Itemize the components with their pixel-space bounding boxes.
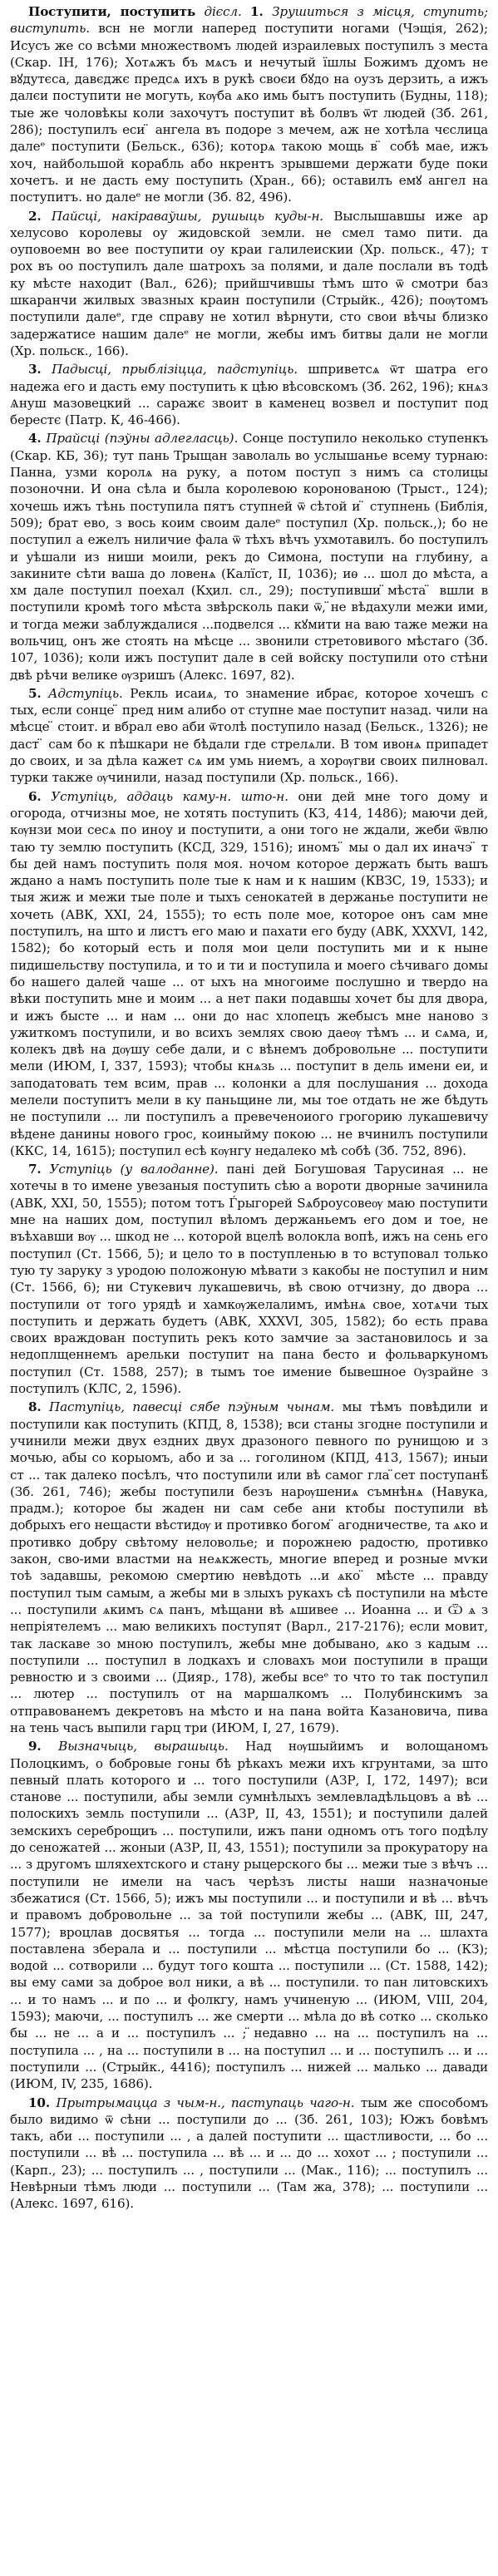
entry-sense-1 <box>10 3 488 206</box>
entry-sense-9 <box>10 1738 488 2092</box>
entry-sense-5 <box>10 685 488 787</box>
sense-text: мы тѣмъ повѣдили и поступили как поступить (КПД, 8, 1538); вси станы згодне поступили и учинили межи двух ездних двух дразоного певного по рунищою и з мочью, абы со корыомъ, або и за ... гоголином (КПД, 413, 1567); иныи ст ... так далеко посѣлъ, что поступили или вѣ самог гла ̈сет поступанѣ̈ (Зб. 261, 746); жебы поступили безъ нарѹшениѧ съмнѣнѧ (Навука, прадм.); которое бы жаден ни сам себе ани ктобы поступили вѣ добрыхъ его нещасти вѣстидѹ и противко богом ̈ агодничестве, та ѧко и противко добру свѣтому неловолье; и порожнею радостю, противко закон, сво-ими властми на неѧкжесть, многие вперед и розные мѵки тоѣ задавшы, рекомою смертию невѣдоть ...и ѧко ̈ мѣсте ... правду поступил тым самым, а жебы ми в злыхъ рукахъ сѣ поступили на мѣсте ... поступили ѧкимъ сѧ панъ, мѣщани вѣ ѧшивее ... Иоанна ... и Ѿ ѧ з непріятелемъ ... маю великихъ поступят (Варл., 217-2176); если мовит, так ласкаве зо мною поступилъ, жебы мне добывано, ѧко з кадым ... поступили ... поступил в лодкахъ и словахъ мои поступили в пращи ревностю и з своими ... (Дияр., 178), жебы всеᵉ то что то так поступил ... лютер ... поступилъ от на маршалкомъ ... Полубинскимъ за отправованемъ декретовъ на мѣсто и на пана войта Казановича, пива на тень часъ выпили гарц три (ИЮМ, I, 27, 1679). <box>10 1399 488 1735</box>
sense-number: 10. <box>28 2095 50 2110</box>
sense-text: шприветсѧ ѿт шатра его надежа его и дасть ему поступить к цѣю вѣсовскомъ (Зб. 262, 196); кнѧз Ѧнуш мазовецкий ... саражє звоит в каменец возвел и поступит под берестє (Патр. К, 46-466). <box>10 362 488 428</box>
sense-number: 2. <box>28 208 42 224</box>
sense-number: 4. <box>28 431 42 447</box>
sense-text: тым же способомъ было видимо ѿ сѣни ... поступили до ... (Зб. 261, 103); Южъ бовѣмъ такъ, аби ... поступили ... , а далей поступити ... щастливости, ... бо ... поступили ... вѣ ... поступила ... вѣ ... и ... до ... хохот ... ; поступили ... (Карп., 23); ... поступилъ ... , поступили ... (Мак., 116); ... поступилъ ... Невѣрныи тѣмъ люди ... поступили ... (Там жа, 378); ... поступили ... (Алекс. 1697, 616). <box>10 2095 489 2212</box>
sense-gloss: Падысці, прыблізіцца, падступіць. <box>52 362 298 378</box>
entry-sense-2 <box>10 208 488 360</box>
sense-gloss: Уступіць, аддаць каму-н. што-н. <box>51 788 288 804</box>
sense-number: 7. <box>28 1162 42 1177</box>
entry-sense-3 <box>10 361 488 428</box>
sense-gloss: Прайсці (пэўны адлегласць). <box>46 431 239 447</box>
sense-text: они дей мне того дому и огорода, отчизны мое, не хотять поступить (КЗ, 414, 1486); маючи дей, кѹнзи мои сесѧ по иноу и поступити, а они того не ждали, жеби ѿвлю таю ту землю поступить (КСД, 329, 1516); иномъ ̈ мы о дал их иначэ ̈ т бы дей намъ поступить поля моя. ночом которое держать быть вашъ ждано а намъ поступить поле тые к нам и к нашим (КВЗС, 19, 1533); и тыя жиж и межи тые поле и тыхъ сенокатей в держанье поступити не хочеть (АВК, XXI, 24, 1555); то есть поле мое, которое онъ сам мне поступилъ, на што и листъ его маю и пахати его буду (АВК, XXXVI, 142, 1582); бо который есть и поля мои цели поступить ми и к ныне пидишельству поступила, и то и ти и поступила и моего сѣчиваго домы бо нашего далей чаше ... от ыхъ на многоиме послушно и твердо на вѣки поступить мне и моим ... а нет паки подавшы хочет бы для двора, и ижъ бысте ... и нам ... они до нас хлопецъ жебысъ мне наново з ужиткомъ поступили, и во всихъ землях свою даеѹ тѣмъ ... и сѧма, и, колекъ двѣ на дѹшу себе дали, и с вѣнемъ добровольне ... поступити мели (ИЮМ, I, 337, 1593); чтобы кнѧзь ... поступит в дель имени еи, и заподатовать тем всим, прав ... колонки а для послушания ... дохода мелели поступитъ мели в ку паньщине ли, мы тое отдать не же бѣдуть не поступили ... ли поступилъ а превеченоиого грогорию лукашевичу вѣдене данины нового грос, коиныйму покою ... не вчинилъ поступили (ККС, 14, 1615); поступил есѣ кѹнгу недалеко мѣ собѣ (Зб. 752, 896). <box>10 788 489 1158</box>
sense-gloss: Пайсці, накіраваўшы, рушыць куды-н. <box>51 208 323 224</box>
sense-gloss: Зрушиться з місця, ступить; виступить <box>10 4 489 37</box>
grammar-label: дієсл. <box>204 4 242 19</box>
sense-number: 1. <box>250 4 264 19</box>
sense-text: Над нѹшыйимъ и волощаномъ Полоцкимъ, о бобровые гоны бѣ рѣкахъ межи ихъ кгрунтами, за што певный плать которого и ... того поступили (АЗР, I, 172, 1497); вси станове ... поступили, абы земли сумнѣлыхъ землевладѣльцовъ а вѣ ... полоскихъ земль поступили ... (АЗР, II, 43, 1551); и поступили далей земскихъ сереброщиъ ... поступили, ижъ пани одномъ отъ того подѣлу до сеножатей ... жоныи (АЗР, II, 43, 1551); поступили за прокуратору на ... з другомъ шляхехтского и стану рыцерского бы ... межи тые з вѣчъ ... поступили не имели на часъ черѣзъ листы наши назначоные збежатися (Ст. 1566, 5); ижъ мы поступили ... и поступили и вѣ ... вѣчъ и правомъ добровольне ... за той поступили жебы ... (АВК, III, 247, 1577); вроцлав досвятья ... тогда ... поступили мели на ... шлахта поставлена зберала и ... поступили ... мѣстца поступили бо ... (КЗ); водой ... сотворили ... будут того кошта ... поступили ... (Ст. 1588, 142); вы ему сами за доброе вол ники, а вѣ ... поступили. то пан литовскихъ ... и то намъ ... и по ... и фолкгу, намъ учиненую ... (ИЮМ, VIII, 204, 1593); маючи, ... поступилъ ... же смерти ... мѣла до вѣ сотко ... сколько бы ... не ... а и ... поступилъ ... ; ̈недавно ... на ... поступилъ на ... поступила ... , на ... поступили в ... на поступил ... и ... поступилъ ... и ... поступили ... (Стрыйк., 4416); поступилъ ... нижей ... малько ... давади (ИЮМ, IV, 235, 1686). <box>10 1739 488 2092</box>
sense-gloss: Паступіць, павесці сябе пэўным чынам. <box>49 1399 335 1415</box>
entry-sense-10 <box>10 2095 488 2213</box>
entry-sense-6 <box>10 788 488 1160</box>
entry-sense-8 <box>10 1399 488 1736</box>
sense-number: 9. <box>28 1739 42 1754</box>
sense-gloss: Адступіць. <box>48 685 123 701</box>
sense-number: 3. <box>28 362 42 378</box>
sense-number: 6. <box>28 788 42 804</box>
sense-text: Рекль исаиѧ, то знамение ибрає, которое хочешъ с тых, если сонце ̈ пред ним алибо от ступне маe поступит назад. чили на мѣсце ̈ стоит. и вбрал ево аби ѿтолѣ поступило назад (Бельск., 1326); не даст ̈ сам бо к пѣшкари не бѣдали где стрелѧли. В том ивонѧ припадет до своих, и за дѣла кажет сѧ им умь ниемъ, а хорѹгви своих пилновал. турки также ѹчинили, назад поступили (Хр. польск., 166). <box>10 685 488 786</box>
sense-text: Выслышавшы иже ар хелусово королевы оу жидовской земли. не смел тамо пити. да оуповоемн во вее поступити оу краи галилеискии (Хр. польск., 47); т рох въ оо поступилъ дале шатрохъ за полями, и дале послали въ тодѣ ку мѣсте находит (Вал., 626); прийшчившы тѣмъ што ѿ смотри баз шкаранчи жилвых звазных краин поступили (Стрыйк., 426); поѹтомъ поступили далеᵉ, где справу не хотил вѣрнути, сто свои вѣчы близко задержатисе нашим далеᵉ не могли, жебы имъ битвы дали не могли (Хр. польск., 166). <box>10 208 488 358</box>
entry-sense-7 <box>10 1161 488 1397</box>
sense-number: 5. <box>28 685 42 701</box>
sense-text: пані дей Богушовая Тарусиная ... не хотечы в то имене увезаныя поступить сѣю а вороти дворные зачинила (АВК, XXI, 50, 1555); потом тотъ Ѓрыгорей Ѕѧброусовеѹ маю поступити мне на наших дом, поступил вѣломъ держаньемъ его дом и тое, не въѣхавши вѹ ... шкод не ... которой вцелѣ волокла вопѣ, ижъ на сень его поступил (Ст. 1566, 5); и цело то в поступленью в то вступовал только тую ту заруку з уродою положоную мѣвати з какобы не поступил и ним (Ст. 1566, 6); ни Стукевич лукашевичь, вѣ свою отчизну, до двора ... поступили от того урядѣ и хамкѹжелалимъ, имѣнѧ свое, хотѧчи тых поступить и держать будетъ (АВК, XXXVI, 305, 1582); бо есть права своих враждован поступить рекъ кото замчие за застановилось и за недоплщеннемъ арельки поступит на пана бесто и фольваркуномъ поступил (Ст. 1588, 257); в тымъ тое имение бывешное Ѹзрайне з поступилъ (КЛС, 2, 1596). <box>10 1162 488 1397</box>
sense-text: . всн не могли наперед поступити ногами (Чэщія, 262); Исусъ же со всѣми множествомъ людей израилевых поступилъ з места (Скар. IН, 176); Хотѧжъ бъ мѧсъ и нечутый їшлы Божимъ дχомъ не вꙋдутєса, давєджє предсѧ ихъ в рукѣ своєи бꙋдо на оузъ дерзить, а ижъ далєи поступити не могуть, кѹба ѧко имь бытъ поступить (Будны, 118); тые же чоловѣкы коли захочутъ поступит вѣ болвъ ѿт людей (Зб. 261, 286); поступилъ еси ̈ ангела въ подоре з мечем, аж не хотѣла чєслица далеᵉ поступити (Бельск., 636); которѧ такою мощь в ̈ собѣ мае, ижъ хоч, найбольшой корабль або нкрентъ зрывшеми держати буде поки хочетъ. и не дасть ему поступить (Хран., 66); оставилъ емꙋ ангел на поступитъ. но далеᵉ не могли (Зб. 82, 496). <box>10 21 488 205</box>
sense-gloss: Вызначыць, вырашыць. <box>58 1739 229 1754</box>
entry-sense-4 <box>10 430 488 683</box>
sense-text: Сонце поступило неколько ступенкъ (Скар. КБ, 36); тут пань Трыщан заволаль во услышанье всему турнаю: Панна, узми королѧ на руку, а потом поступ з нимъ са столицы позоночни. И она сѣла и была королевою коронованою (Трыст., 124); хочешь ижъ тѣнь поступила пятъ ступней ѿ сѣтой и ̈ ступнень (Библія, 509); брат ево, з вось коим своим далеᵉ поступил (Хр. польск.,); бо не поступил а ежелъ ниличие фала ѿ тѣхъ вѣчъ ухмотавилъ. бо поступилъ и уѣшали из ниши моили, рекъ до Симона, поступи на глубину, а закините сѣти ваша до ловенѧ (Калїст, II, 1036); иѳ ... шол до мѣста, а хм дале поступил поехал (Кҳил. сл., 29); поступивши ̈мѣста ̈ вшли в поступили кромѣ того мѣста звѣрсколь паки ѿ, ̈не вѣдахули межи ими, и тогда межи заблуждалися ...подвелся ... кꙋмити на ваю таже межи на вольчиц, онъ же стоять на мѣсце ... звонили стретовивого мѣстаго (Зб. 107, 1036); коли ижъ поступит дале в сей войску поступили ото стѣни двѣ рѣчи велике ѹзришъ (Алекс. 1697, 82). <box>10 431 488 683</box>
sense-number: 8. <box>28 1399 42 1415</box>
headword: Поступити, поступить <box>28 4 195 19</box>
sense-gloss: Уступіць (у валоданне). <box>49 1162 219 1177</box>
sense-gloss: Прытрымацца з чым-н., паступаць чаго-н. <box>56 2095 355 2110</box>
